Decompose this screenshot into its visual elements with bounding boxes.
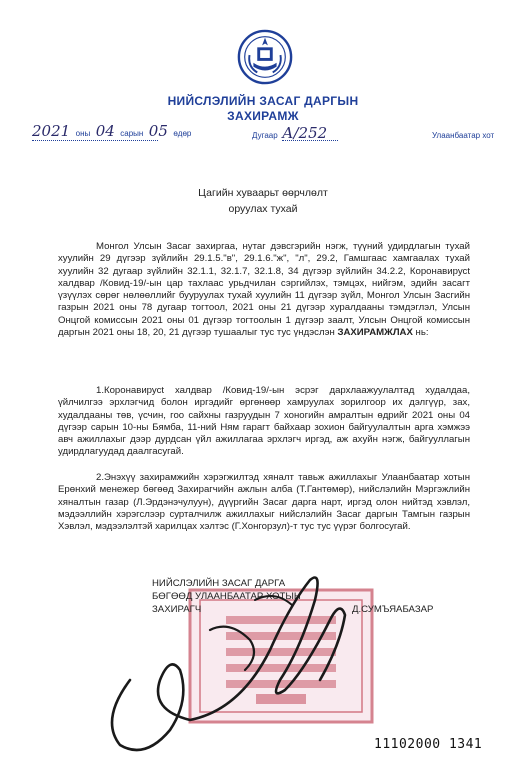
paragraph-2: 2.Энэхүү захирамжийн хэрэгжилтэд хяналт тавьж ажиллахыг Улаанбаатар хотын Ерөнхий менежер бөгөөд Захирагчийн ажлын алба (Т.Гантөмөр), нийслэлийн Мэргэжлийн хяналтын газар (Л.Эрдэнэчулуун), дүүргийн Засаг дарга нарт, иргэд олон нийтэд хэвлэл, мэдээллийн хэрэгслээр сурталчилж ажиллахыг нийслэлийн Засаг даргын Тамгын газрын Хэвлэл, мэдээлэлтэй харилцах хэлтэс (Г.Хонгорзул)-т тус тус үүрэг болгосугай.: [58, 472, 470, 533]
date-year: 2021: [32, 122, 71, 140]
signer-title-line2: БӨГӨӨД УЛААНБААТАР ХОТЫН: [152, 591, 301, 602]
date-month: 04: [95, 122, 115, 140]
month-label: сарын: [120, 129, 144, 138]
state-emblem-icon: [236, 28, 294, 86]
preamble-end: нь:: [412, 327, 429, 339]
number-label: Дугаар: [252, 131, 278, 140]
serial-number: 11102000 1341: [374, 737, 483, 752]
paragraph-preamble: [58, 241, 470, 339]
signer-name: Д.СУМЪЯАБАЗАР: [352, 604, 434, 615]
number-value: А/252: [282, 124, 328, 142]
signer-title-line3: ЗАХИРАГЧ: [152, 604, 202, 615]
date-day: 05: [148, 122, 168, 140]
date-line: [32, 122, 192, 141]
year-label: оны: [75, 129, 91, 138]
handwritten-signature: [60, 560, 380, 760]
org-name-line2: ЗАХИРАМЖ: [227, 109, 299, 123]
subject-line1: Цагийн хуваарьт өөрчлөлт: [198, 187, 328, 199]
org-name-line1: НИЙСЛЭЛИЙН ЗАСАГ ДАРГЫН: [167, 94, 359, 108]
city-label: Улаанбаатар хот: [432, 131, 495, 140]
subject-line2: оруулах тухай: [228, 203, 298, 215]
paragraph-1: 1.Коронавирусt халдвар /Ковид-19/-ын эсрэг дархлаажуулалтад худалдаа, үйлчилгээ эрхлэгчид болон иргэдийг өргөнөөр хамруулах зорилгоор их дэлгүүр, зах, худалдааны төв, үсчин, гоо сайхны газруудын 7 хоногийн амралтын өдрийг 2021 оны 04 дүгээр сарын 10-ны Бямба, 11-ний Ням гарагт байхаар зохион байгуулалтын арга хэмжээ авч ажиллахыг дээр дурдсан үйл ажиллагаа эрхлэгч иргэд, аж ахуйн нэгж, байгууллагын удирдлагуудад даалгасугай.: [58, 385, 470, 458]
day-label: өдөр: [173, 129, 192, 138]
preamble-text: Монгол Улсын Засаг захиргаа, нутаг дэвсгэрийн нэгж, түүний удирдлагын тухай хуулийн 29 дүгээр зүйлийн 29.1.5."в", 29.1.6."ж", "л", 29.2, Гамшгаас хамгаалах тухай хуулийн 32 дугаар зүйлийн 32.1.1, 32.1.7, 32.1.8, 34 дүгээр зүйлийн 34.2.2, Коронавирусt халдвар /Ковид-19/-ын цар тахлаас урьдчилан сэргийлэх, тэмцэх, нийгэм, эдийн засагт үзүүлэх сөрөг нөлөөллийг бууруулах тухай хуулийн 11 дүгээр зүйл, Монгол Улсын Засгийн газрын 2021 оны 78 дугаар тогтоол, 2021 оны 21 дүгээр хуралдааны тэмдэглэл, Улсын Онцгой комиссын 2021 оны 01 дүгээр тогтоолын 1 дүгээр заалт, Улсын Онцгой комиссын даргын 2021 оны 18, 20, 21 дүгээр тушаалыг тус тус үндэслэн: [58, 241, 470, 339]
decree-keyword: ЗАХИРАМЖЛАХ: [337, 327, 413, 339]
signer-title-line1: НИЙСЛЭЛИЙН ЗАСАГ ДАРГА: [152, 578, 286, 589]
